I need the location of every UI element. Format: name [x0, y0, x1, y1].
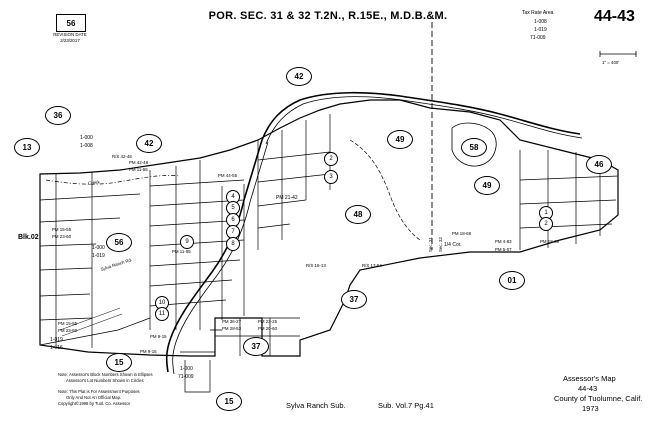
- map-ref-12: PM 18-69: [540, 239, 560, 244]
- parcel-circle-1b[interactable]: 1: [539, 206, 553, 220]
- tax-area-label-2: 1-000: [92, 245, 105, 251]
- map-ref-4: PM 21-42: [276, 195, 298, 201]
- block-ellipse-49-mid[interactable]: 49: [474, 176, 500, 195]
- tax-area-label-7: 71-009: [178, 374, 194, 380]
- tax-rate-area-2: 71-009: [530, 35, 546, 41]
- footer-note-2: Note: This Plat is For Assessment Purposes: [58, 389, 140, 394]
- map-ref-1: PM 11-55: [129, 167, 148, 172]
- parcel-circle-2a[interactable]: 2: [324, 152, 338, 166]
- map-ref-9: PM 18-69: [452, 231, 472, 236]
- quarter-corner-label: 1/4 Cor.: [444, 242, 462, 248]
- map-ref-11: PM 4-83: [495, 239, 512, 244]
- map-ref-7: R/S 16-13: [306, 263, 326, 268]
- tax-rate-area-1: 1-019: [534, 27, 547, 33]
- parcel-circle-9[interactable]: 9: [180, 235, 194, 249]
- parcel-circle-10[interactable]: 10: [155, 296, 169, 310]
- revision-label: REVISION DATE: [53, 32, 87, 37]
- map-ref-3: PM 44-55: [218, 173, 238, 178]
- year-label: 1973: [582, 404, 599, 413]
- parcel-circle-2b[interactable]: 2: [539, 217, 553, 231]
- block-ellipse-48[interactable]: 48: [345, 205, 371, 224]
- revision-number: 56: [66, 18, 76, 28]
- block-ellipse-36[interactable]: 36: [45, 106, 71, 125]
- block-label: Blk.02: [18, 234, 39, 241]
- sheet-number: 44-43: [594, 8, 635, 25]
- parcel-circle-4[interactable]: 4: [226, 190, 240, 204]
- parcel-circle-6[interactable]: 6: [226, 213, 240, 227]
- footer-note-4: Copyright©1998 by Tuol. Co. Assessor: [58, 401, 130, 406]
- map-ref-5: PM 15-55: [52, 227, 72, 232]
- tax-area-label-5: 1-016: [50, 345, 63, 351]
- map-ref-15: PM 23-25: [258, 319, 278, 324]
- map-ref-8: R/S 17-54: [362, 263, 382, 268]
- block-ellipse-46[interactable]: 46: [586, 155, 612, 174]
- block-ellipse-58[interactable]: 58: [461, 138, 487, 157]
- map-ref-16: PM 20-60: [258, 326, 278, 331]
- map-ref-2: R/S 42-48: [112, 154, 132, 159]
- tax-area-label-6: 1-000: [180, 366, 193, 372]
- block-ellipse-49-top[interactable]: 49: [387, 130, 413, 149]
- assessors-map-label: Assessor's Map: [563, 374, 616, 383]
- county-label: County of Tuolumne, Calif.: [554, 394, 643, 403]
- tax-area-label-4: 1-019: [50, 337, 63, 343]
- sylva-ranch-rd-label: Sylva Ranch Rd.: [100, 257, 133, 272]
- scale-note: 1" = 400': [602, 60, 620, 65]
- block-ellipse-15-bottom[interactable]: 15: [216, 392, 242, 411]
- section-32-label: Sec. 32: [438, 237, 443, 252]
- block-ellipse-01[interactable]: 01: [499, 271, 525, 290]
- page-title: POR. SEC. 31 & 32 T.2N., R.15E., M.D.B.&M.: [208, 10, 448, 22]
- footer-note-3: Only And Not An Official Map.: [66, 395, 122, 400]
- map-ref-10: PM 5-07: [495, 247, 512, 252]
- section-31-label: Sec. 31: [428, 237, 433, 252]
- block-ellipse-42-left[interactable]: 42: [136, 134, 162, 153]
- tax-rate-area-label: Tax Rate Area: [522, 10, 554, 16]
- tax-area-label-3: 1-019: [92, 253, 105, 259]
- block-ellipse-15-left[interactable]: 15: [106, 353, 132, 372]
- creek-label: Creek: [87, 179, 101, 186]
- map-ref-18: PM 9-15: [140, 349, 157, 354]
- parcel-circle-8[interactable]: 8: [226, 237, 240, 251]
- parcel-circle-11[interactable]: 11: [155, 307, 169, 321]
- footer-note-0: Note: Assessor's Block Numbers Shown in Ellipses: [58, 372, 153, 377]
- parcel-circle-3a[interactable]: 3: [324, 170, 338, 184]
- map-ref-21: PM 11-55: [172, 249, 191, 254]
- footer-note-1: Assessor's Lot Numbers Shown in Circles: [66, 378, 144, 383]
- revision-box: [56, 14, 86, 32]
- parcel-circle-5[interactable]: 5: [226, 201, 240, 215]
- map-ref-6: PM 23-60: [52, 234, 72, 239]
- subdivision-label: Sylva Ranch Sub.: [286, 401, 346, 410]
- map-ref-14: PM 28-53: [222, 326, 242, 331]
- map-ref-17: PM 9-15: [150, 334, 167, 339]
- block-ellipse-37-low[interactable]: 37: [243, 337, 269, 356]
- tax-area-label-1: 1-008: [80, 143, 93, 149]
- map-ref-19: PM 15-55: [58, 321, 78, 326]
- block-ellipse-42-top[interactable]: 42: [286, 67, 312, 86]
- block-ellipse-56[interactable]: 56: [106, 233, 132, 252]
- map-ref-0: PM 42-48: [129, 160, 149, 165]
- book-ref-label: Sub. Vol.7 Pg.41: [378, 401, 434, 410]
- map-ref-13: PM 36-27: [222, 319, 242, 324]
- tax-rate-area-0: 1-008: [534, 19, 547, 25]
- revision-date: 2/23/2017: [60, 38, 80, 43]
- map-ref-20: PM 23-60: [58, 328, 78, 333]
- block-ellipse-13[interactable]: 13: [14, 138, 40, 157]
- parcel-circle-7[interactable]: 7: [226, 225, 240, 239]
- assessors-map-number: 44-43: [578, 384, 598, 393]
- block-ellipse-37-mid[interactable]: 37: [341, 290, 367, 309]
- tax-area-label-0: 1-000: [80, 135, 93, 141]
